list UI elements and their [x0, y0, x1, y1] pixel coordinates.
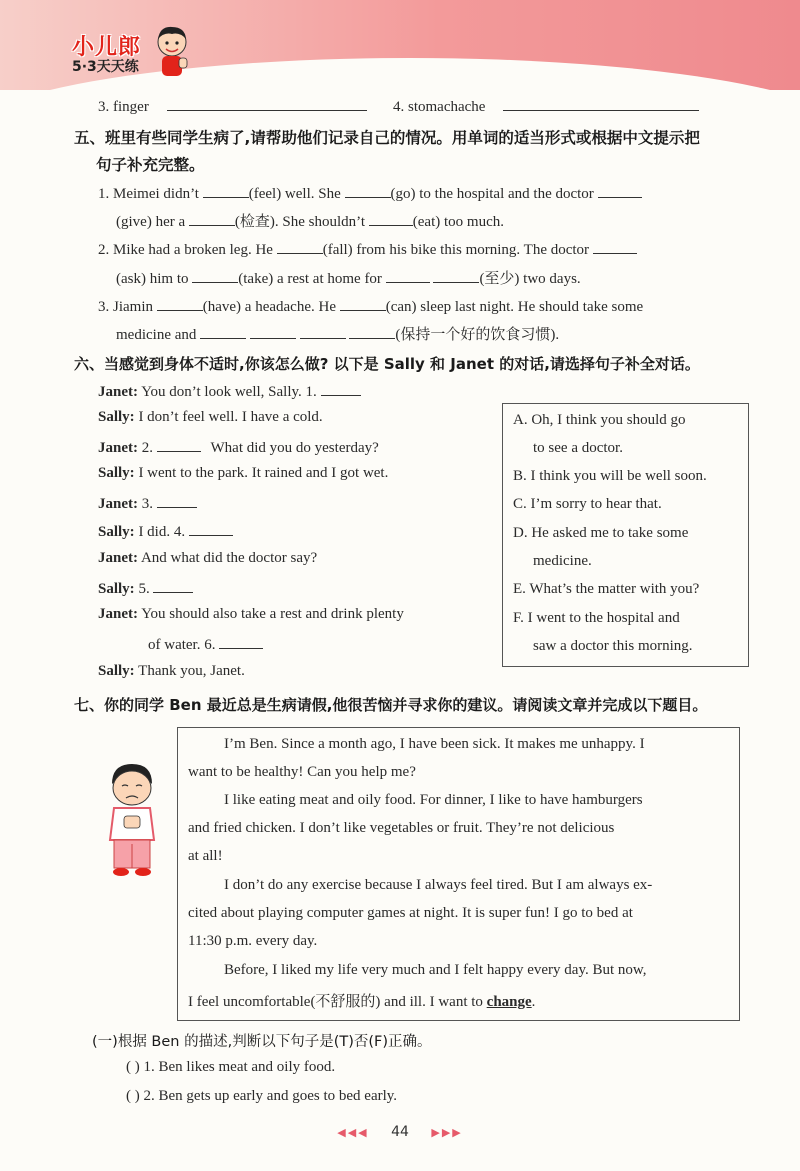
- s5-q3-text-d: medicine and: [116, 327, 197, 343]
- s5-q2-text-d: (take) a rest at home for: [238, 271, 382, 287]
- s5-q2-line1: [98, 239, 637, 259]
- dialog-blank-5[interactable]: [153, 578, 193, 593]
- left-arrows-icon: ◀◀◀: [337, 1126, 369, 1139]
- word-item-3-blank[interactable]: [167, 96, 367, 111]
- dialog-line-10: [148, 634, 263, 654]
- s5-q3-blank-6[interactable]: [349, 324, 395, 339]
- dialog-text: I don’t feel well. I have a cold.: [138, 409, 323, 425]
- word-item-3: [98, 96, 367, 116]
- s5-q1-text-d: (give) her a: [116, 214, 186, 230]
- series-label: 5·3天天练: [72, 59, 139, 75]
- page-number: 44: [391, 1124, 409, 1140]
- passage-line-6: I don’t do any exercise because I always feel tired. But I am always ex-: [224, 877, 653, 893]
- option-a: A. Oh, I think you should go: [513, 412, 686, 428]
- dialog-text: 2.: [141, 440, 153, 456]
- s5-q3-line1: [98, 296, 643, 316]
- option-f: F. I went to the hospital and: [513, 610, 680, 626]
- dialog-text: And what did the doctor say?: [140, 550, 318, 566]
- s5-q2-blank-5[interactable]: [433, 268, 479, 283]
- passage-line-9: Before, I liked my life very much and I felt happy every day. But now,: [224, 962, 647, 978]
- options-box: [502, 403, 749, 667]
- dialog-line-2: [98, 409, 323, 426]
- s5-q3-blank-3[interactable]: [200, 324, 246, 339]
- s5-q2-text-c: (ask) him to: [116, 271, 189, 287]
- dialog-text: I went to the park. It rained and I got wet.: [138, 465, 389, 481]
- dialog-line-8: [98, 578, 193, 598]
- s5-q1-text-b: (feel) well. She: [248, 186, 341, 202]
- sick-boy-illustration: [100, 758, 164, 878]
- s5-q1-blank-2[interactable]: [345, 183, 391, 198]
- s5-q1-blank-1[interactable]: [203, 183, 249, 198]
- section5-title-line2: 句子补充完整。: [96, 156, 205, 174]
- dialog-blank-3[interactable]: [157, 493, 197, 508]
- passage-line-8: 11:30 p.m. every day.: [188, 933, 318, 949]
- tf-statement-1: 1. Ben likes meat and oily food.: [143, 1059, 336, 1075]
- s5-q2-blank-4[interactable]: [386, 268, 430, 283]
- s5-q3-text-c: (can) sleep last night. He should take some: [385, 299, 644, 315]
- word-item-4-blank[interactable]: [503, 96, 699, 111]
- passage-final-period: .: [531, 994, 536, 1010]
- dialog-line-6: [98, 521, 233, 541]
- passage-line-1: I’m Ben. Since a month ago, I have been sick. It makes me unhappy. I: [224, 736, 645, 752]
- dialog-text: You should also take a rest and drink plenty: [141, 606, 404, 622]
- section7-title: 七、你的同学 Ben 最近总是生病请假,他很苦恼并寻求你的建议。请阅读文章并完成以下题目。: [74, 696, 708, 714]
- tf-statement-2: 2. Ben gets up early and goes to bed early.: [143, 1088, 398, 1104]
- s5-q3-blank-1[interactable]: [157, 296, 203, 311]
- dialog-blank-1[interactable]: [321, 381, 361, 396]
- dialog-text: You don’t look well, Sally. 1.: [141, 384, 317, 400]
- s5-q2-line2: [116, 267, 581, 288]
- s5-q2-blank-2[interactable]: [593, 239, 637, 254]
- section6-title: 六、当感觉到身体不适时,你该怎么做? 以下是 Sally 和 Janet 的对话,请选择句子补全对话。: [74, 355, 700, 373]
- part1-title: (一)根据 Ben 的描述,判断以下句子是(T)否(F)正确。: [92, 1034, 432, 1050]
- tf-item-1: [126, 1059, 335, 1076]
- passage-line-4: and fried chicken. I don’t like vegetables or fruit. They’re not delicious: [188, 820, 615, 836]
- dialog-line-7: [98, 550, 317, 567]
- option-b: B. I think you will be well soon.: [513, 468, 707, 484]
- dialog-text: of water. 6.: [148, 637, 216, 653]
- s5-q2-text-b: (fall) from his bike this morning. The doctor: [322, 242, 590, 258]
- s5-q3-line2: [116, 323, 559, 344]
- s5-q2-text-a: 2. Mike had a broken leg. He: [98, 242, 273, 258]
- dialog-line-3: [98, 437, 379, 457]
- word-item-4: [393, 96, 699, 116]
- s5-q3-text-b: (have) a headache. He: [202, 299, 336, 315]
- brand-logo: 小儿郎: [72, 35, 142, 60]
- s5-q1-text-c: (go) to the hospital and the doctor: [390, 186, 594, 202]
- s5-q3-blank-2[interactable]: [340, 296, 386, 311]
- passage-line-2: want to be healthy! Can you help me?: [188, 764, 416, 780]
- mascot-icon: [152, 24, 192, 78]
- dialog-line-1: [98, 381, 361, 401]
- dialog-text: Thank you, Janet.: [138, 663, 245, 679]
- s5-q2-blank-3[interactable]: [192, 268, 238, 283]
- dialog-text: 3.: [141, 496, 153, 512]
- dialog-speaker: Sally:: [98, 663, 135, 679]
- dialog-speaker: Janet:: [98, 606, 138, 622]
- word-item-4-label: 4. stomachache: [393, 99, 486, 115]
- dialog-text: 5.: [138, 581, 150, 597]
- option-d: D. He asked me to take some: [513, 525, 689, 541]
- s5-q1-line1: [98, 183, 642, 203]
- dialog-line-11: [98, 663, 245, 680]
- s5-q1-text-e: (检查). She shouldn’t: [234, 214, 366, 230]
- dialog-text-after: What did you do yesterday?: [210, 440, 379, 456]
- s5-q2-blank-1[interactable]: [277, 239, 323, 254]
- tf-answer-box-1[interactable]: ( ): [126, 1059, 140, 1075]
- option-c: C. I’m sorry to hear that.: [513, 496, 662, 512]
- dialog-line-9: [98, 606, 404, 623]
- option-d-cont: medicine.: [533, 553, 592, 569]
- dialog-speaker: Janet:: [98, 440, 138, 456]
- passage-line-7: cited about playing computer games at night. It is super fun! I go to bed at: [188, 905, 633, 921]
- dialog-speaker: Sally:: [98, 409, 135, 425]
- dialog-blank-6[interactable]: [219, 634, 263, 649]
- s5-q3-text-e: (保持一个好的饮食习惯).: [395, 327, 560, 343]
- option-f-cont: saw a doctor this morning.: [533, 638, 693, 654]
- option-a-cont: to see a doctor.: [533, 440, 623, 456]
- s5-q1-blank-4[interactable]: [189, 211, 235, 226]
- dialog-blank-4[interactable]: [189, 521, 233, 536]
- passage-line-3: I like eating meat and oily food. For dinner, I like to have hamburgers: [224, 792, 643, 808]
- tf-item-2: [126, 1088, 397, 1105]
- section5-title-line1: 五、班里有些同学生病了,请帮助他们记录自己的情况。用单词的适当形式或根据中文提示把: [74, 129, 700, 147]
- page-footer: [0, 1124, 800, 1140]
- dialog-speaker: Sally:: [98, 581, 135, 597]
- dialog-text: I did. 4.: [138, 524, 186, 540]
- word-item-3-label: 3. finger: [98, 99, 149, 115]
- s5-q3-blank-5[interactable]: [300, 324, 346, 339]
- ben-passage: [177, 727, 740, 1021]
- passage-line-10-text: I feel uncomfortable(不舒服的) and ill. I want to: [188, 994, 483, 1010]
- option-e: E. What’s the matter with you?: [513, 581, 700, 597]
- s5-q1-line2: [116, 210, 504, 231]
- s5-q3-blank-4[interactable]: [250, 324, 296, 339]
- s5-q3-text-a: 3. Jiamin: [98, 299, 153, 315]
- s5-q1-text-a: 1. Meimei didn’t: [98, 186, 199, 202]
- dialog-line-4: [98, 465, 388, 482]
- dialog-line-5: [98, 493, 197, 513]
- passage-keyword: change: [486, 994, 532, 1010]
- passage-line-5: at all!: [188, 848, 223, 864]
- dialog-speaker: Sally:: [98, 465, 135, 481]
- s5-q1-blank-3[interactable]: [598, 183, 642, 198]
- dialog-blank-2[interactable]: [157, 437, 201, 452]
- passage-line-10: [188, 990, 535, 1011]
- s5-q2-text-e: (至少) two days.: [479, 271, 581, 287]
- dialog-speaker: Janet:: [98, 496, 138, 512]
- s5-q1-text-f: (eat) too much.: [412, 214, 504, 230]
- right-arrows-icon: ▶▶▶: [431, 1126, 463, 1139]
- dialog-speaker: Janet:: [98, 384, 138, 400]
- dialog-speaker: Janet:: [98, 550, 138, 566]
- s5-q1-blank-5[interactable]: [369, 211, 413, 226]
- dialog-speaker: Sally:: [98, 524, 135, 540]
- tf-answer-box-2[interactable]: ( ): [126, 1088, 140, 1104]
